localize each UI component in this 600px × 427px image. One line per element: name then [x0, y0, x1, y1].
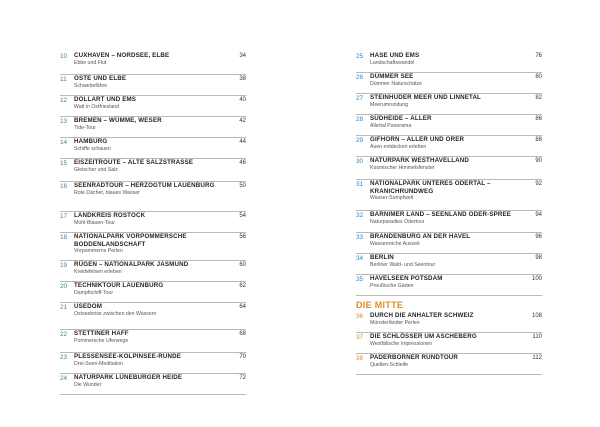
toc-entry-subtitle: Drei-Seen-Meditation: [74, 360, 124, 367]
toc-entry-page-number: 94: [535, 212, 542, 218]
toc-entry-subtitle: Auen entdecken erleben: [370, 143, 427, 150]
toc-entry-page-number: 112: [532, 355, 542, 361]
toc-entry-number: 31: [356, 181, 364, 188]
toc-entry-number: 15: [60, 160, 68, 167]
toc-entry[interactable]: [356, 136, 542, 157]
toc-entry-title: OSTE UND ELBE: [74, 75, 127, 82]
toc-entry-number: 17: [60, 213, 68, 220]
toc-entry-page-number: 76: [535, 53, 542, 59]
toc-entry-subtitle: Münsterländer Perlen: [370, 319, 420, 326]
toc-entry-texts: [74, 75, 246, 89]
toc-entry-title: DOLLART UND EMS: [74, 96, 137, 103]
toc-entry-texts: [370, 73, 542, 87]
toc-entry-page-number: 46: [239, 160, 246, 166]
toc-entry-texts: [370, 233, 542, 247]
toc-entry-page-number: 96: [535, 234, 542, 240]
toc-entry-page-number: 86: [535, 116, 542, 122]
toc-entry-subtitle: Kosmischer Himmelsfenster: [370, 164, 435, 171]
toc-entry[interactable]: [60, 233, 246, 261]
toc-entry-texts: [74, 52, 246, 66]
toc-entry[interactable]: [356, 157, 542, 180]
toc-entry[interactable]: [60, 75, 246, 96]
toc-entry-number: 16: [60, 183, 68, 190]
toc-entry-title: SEENRADTOUR – HERZOGTUM LAUENBURG: [74, 182, 215, 189]
toc-entry-texts: [370, 136, 542, 150]
toc-entry-subtitle: Rote Dächer, blaues Wasser: [74, 189, 140, 196]
toc-entry[interactable]: [60, 138, 246, 159]
toc-entry-texts: [74, 303, 246, 317]
toc-entry[interactable]: [356, 115, 542, 136]
toc-entry-page-number: 90: [535, 158, 542, 164]
toc-entry-texts: [74, 96, 246, 110]
toc-entry[interactable]: [356, 254, 542, 275]
toc-entry-subtitle: Quellen-Schleife: [370, 361, 409, 368]
toc-entry-title: NATIONALPARK UNTERES ODERTAL – KRANICHRUNDWEG: [370, 180, 491, 195]
toc-entry-page-number: 80: [535, 74, 542, 80]
toc-entry[interactable]: [356, 354, 542, 375]
toc-entry-subtitle: Tide-Tour: [74, 124, 96, 131]
toc-entry-number: 13: [60, 118, 68, 125]
toc-entry-page-number: 42: [239, 118, 246, 124]
toc-entry-subtitle: Ostseebrise zwischen den Wassern: [74, 310, 157, 317]
toc-entry[interactable]: [60, 117, 246, 138]
toc-entry-subtitle: Die Wunder: [74, 381, 102, 388]
toc-entry-number: 29: [356, 137, 364, 144]
toc-entry-number: 35: [356, 276, 364, 283]
toc-entry-texts: [74, 282, 246, 296]
toc-entry-texts: [370, 180, 542, 202]
toc-entry-subtitle: Dampfschiff-Tour: [74, 289, 114, 296]
toc-left-column: [60, 52, 246, 395]
toc-entry[interactable]: [60, 261, 246, 282]
toc-right-column: [356, 52, 542, 375]
toc-entry-title: HAMBURG: [74, 138, 108, 145]
toc-entry-number: 28: [356, 116, 364, 123]
toc-entry-title: GIFHORN – ALLER UND ORER: [370, 136, 465, 143]
toc-entry-number: 38: [356, 355, 364, 362]
toc-entry-number: 18: [60, 234, 68, 241]
toc-entry-number: 33: [356, 234, 364, 241]
toc-entry-texts: [74, 117, 246, 131]
section-heading-die-mitte: DIE MITTE: [356, 300, 404, 310]
toc-entry-page-number: 64: [239, 304, 246, 310]
toc-entry-page-number: 92: [535, 181, 542, 187]
toc-entry-subtitle: Mohl-Blauen-Tour: [74, 219, 115, 226]
toc-entry-number: 25: [356, 53, 364, 60]
toc-entry[interactable]: [60, 212, 246, 233]
toc-entry-subtitle: Meerumrundung: [370, 101, 409, 108]
toc-entry-page-number: 38: [239, 76, 246, 82]
toc-entry-number: 20: [60, 283, 68, 290]
toc-entry-page-number: 40: [239, 97, 246, 103]
toc-entry[interactable]: [60, 52, 246, 75]
toc-entry-number: 22: [60, 331, 68, 338]
toc-entry-subtitle: Wasserreiche Auszeit: [370, 240, 420, 247]
toc-entry-title: DÜMMER SEE: [370, 73, 414, 80]
toc-entry-title: NATURPARK LÜNEBURGER HEIDE: [74, 374, 183, 381]
toc-entry-texts: [370, 333, 542, 347]
toc-entry-title: RÜGEN – NATIONALPARK JASMUND: [74, 261, 189, 268]
toc-entry-subtitle: Preußische Gärten: [370, 282, 414, 289]
toc-entry-number: 14: [60, 139, 68, 146]
toc-entry-title: DIE SCHLÖSSER UM ASCHEBERG: [370, 333, 477, 340]
toc-entry-number: 11: [60, 76, 67, 83]
toc-entry[interactable]: [60, 303, 246, 330]
toc-entry-texts: [74, 374, 246, 388]
toc-entry-title: PLESSENSEE-KOLPINSEE-RUNDE: [74, 353, 182, 360]
toc-entry-title: BREMEN – WÜMME, WESER: [74, 117, 162, 124]
toc-entry-subtitle: Allertal Panorama: [370, 122, 412, 129]
toc-entry[interactable]: [356, 211, 542, 233]
toc-entry-number: 23: [60, 354, 68, 361]
toc-entry-page-number: 34: [239, 53, 246, 59]
toc-entry-title: HAVELSEEN POTSDAM: [370, 275, 443, 282]
toc-entry-title: BERLIN: [370, 254, 394, 261]
toc-entry-title: TECHNIKTOUR LAUENBURG: [74, 282, 164, 289]
toc-entry[interactable]: [356, 233, 542, 254]
toc-entry-subtitle: Berliner Wald- und Seentour: [370, 261, 436, 268]
toc-entry[interactable]: [60, 96, 246, 117]
toc-entry-subtitle: Wasser-Sumpfwelt: [370, 195, 414, 202]
toc-entry-texts: [74, 353, 246, 367]
toc-entry[interactable]: [356, 333, 542, 354]
toc-entry-number: 27: [356, 95, 364, 102]
toc-entry-subtitle: Schiffe schauen: [74, 145, 111, 152]
toc-entry-subtitle: Dümmer Naturschätze: [370, 80, 422, 87]
toc-entry-page-number: 60: [239, 262, 246, 268]
toc-entry-number: 37: [356, 334, 364, 341]
toc-entry-subtitle: Gletscher und Salz: [74, 166, 118, 173]
toc-entry-title: STETTINER HAFF: [74, 330, 129, 337]
toc-entry-title: BARNIMER LAND – SEENLAND ODER-SPREE: [370, 211, 512, 218]
toc-entry-page-number: 50: [239, 183, 246, 189]
toc-entry-subtitle: Watt in Ostfriesland: [74, 103, 120, 110]
toc-entry-texts: [370, 211, 542, 225]
toc-entry-texts: [74, 330, 246, 344]
toc-entry-subtitle: Landschaftswandel: [370, 59, 415, 66]
toc-entry-title: EISZEITROUTE – ALTE SALZSTRASSE: [74, 159, 194, 166]
toc-entry-subtitle: Kreidefelsen erleben: [74, 268, 122, 275]
toc-entry-page-number: 88: [535, 137, 542, 143]
toc-entry-page-number: 72: [239, 375, 246, 381]
toc-entry-number: 19: [60, 262, 68, 269]
toc-entry[interactable]: [356, 312, 542, 333]
toc-entry-number: 10: [60, 53, 68, 60]
toc-entry[interactable]: [356, 94, 542, 115]
toc-entry-title: CUXHAVEN – NORDSEE, ELBE: [74, 52, 170, 59]
toc-entry-texts: [74, 138, 246, 152]
toc-entry[interactable]: [356, 52, 542, 73]
toc-entry-texts: [370, 115, 542, 129]
toc-entry-texts: [370, 254, 542, 268]
toc-entry-subtitle: Vorpommerns Perlen: [74, 248, 123, 255]
toc-entry[interactable]: [60, 182, 246, 212]
toc-entry-subtitle: Pommersche Uferwege: [74, 337, 129, 344]
toc-entry[interactable]: [60, 374, 246, 395]
toc-entry-title: HASE UND EMS: [370, 52, 420, 59]
toc-entry-subtitle: Westfälische Impressionen: [370, 340, 432, 347]
toc-entry-page-number: 54: [239, 213, 246, 219]
toc-entry-title: NATIONALPARK VORPOMMERSCHE BODDENLANDSCHAFT: [74, 233, 187, 248]
toc-entry-page-number: 100: [531, 276, 542, 282]
toc-entry-subtitle: Naturparadies Odertour: [370, 218, 425, 225]
toc-entry[interactable]: [60, 330, 246, 353]
toc-entry-texts: [74, 212, 246, 226]
toc-entry-subtitle: Schwebefähre: [74, 82, 108, 89]
toc-entry[interactable]: [60, 353, 246, 374]
toc-entry[interactable]: [356, 73, 542, 94]
toc-entry[interactable]: [356, 275, 542, 296]
toc-entry-texts: [74, 159, 246, 173]
toc-entry-number: 26: [356, 74, 364, 81]
toc-entry-page-number: 44: [239, 139, 246, 145]
toc-entry-title: DURCH DIE ANHALTER SCHWEIZ: [370, 312, 474, 319]
toc-entry-page-number: 110: [532, 334, 542, 340]
toc-entry-texts: [370, 157, 542, 171]
toc-entry-texts: [370, 275, 542, 289]
toc-entry-number: 12: [60, 97, 68, 104]
toc-entry-texts: [74, 261, 246, 275]
toc-entry-title: PADERBORNER RUNDTOUR: [370, 354, 459, 361]
toc-entry-page-number: 68: [239, 331, 246, 337]
toc-entry-title: LANDKREIS ROSTOCK: [74, 212, 146, 219]
toc-entry-title: BRANDENBURG AN DER HAVEL: [370, 233, 471, 240]
toc-entry-texts: [74, 233, 246, 255]
toc-entry[interactable]: [356, 180, 542, 211]
toc-entry-texts: [74, 182, 246, 196]
toc-entry-title: USEDOM: [74, 303, 103, 310]
toc-entry-title: SÜDHEIDE – ALLER: [370, 115, 432, 122]
toc-entry-texts: [370, 52, 542, 66]
toc-entry-texts: [370, 354, 542, 368]
toc-entry-title: STEINHUDER MEER UND LINNETAL: [370, 94, 481, 101]
toc-entry-number: 32: [356, 212, 364, 219]
toc-entry-number: 30: [356, 158, 364, 165]
toc-entry-page-number: 82: [535, 95, 542, 101]
toc-entry-page-number: 98: [535, 255, 542, 261]
toc-entry-texts: [370, 94, 542, 108]
toc-entry-page-number: 108: [531, 313, 542, 319]
toc-entry-subtitle: Ebbe und Flut: [74, 59, 107, 66]
toc-entry-title: NATURPARK WESTHAVELLAND: [370, 157, 470, 164]
toc-entry-number: 24: [60, 375, 68, 382]
toc-entry-number: 21: [60, 304, 68, 311]
toc-entry-number: 36: [356, 313, 364, 320]
toc-entry-page-number: 62: [239, 283, 246, 289]
toc-entry-page-number: 56: [239, 234, 246, 240]
toc-entry-number: 34: [356, 255, 364, 262]
toc-entry[interactable]: [60, 159, 246, 182]
toc-entry-page-number: 70: [239, 354, 246, 360]
toc-entry-texts: [370, 312, 542, 326]
toc-entry[interactable]: [60, 282, 246, 303]
